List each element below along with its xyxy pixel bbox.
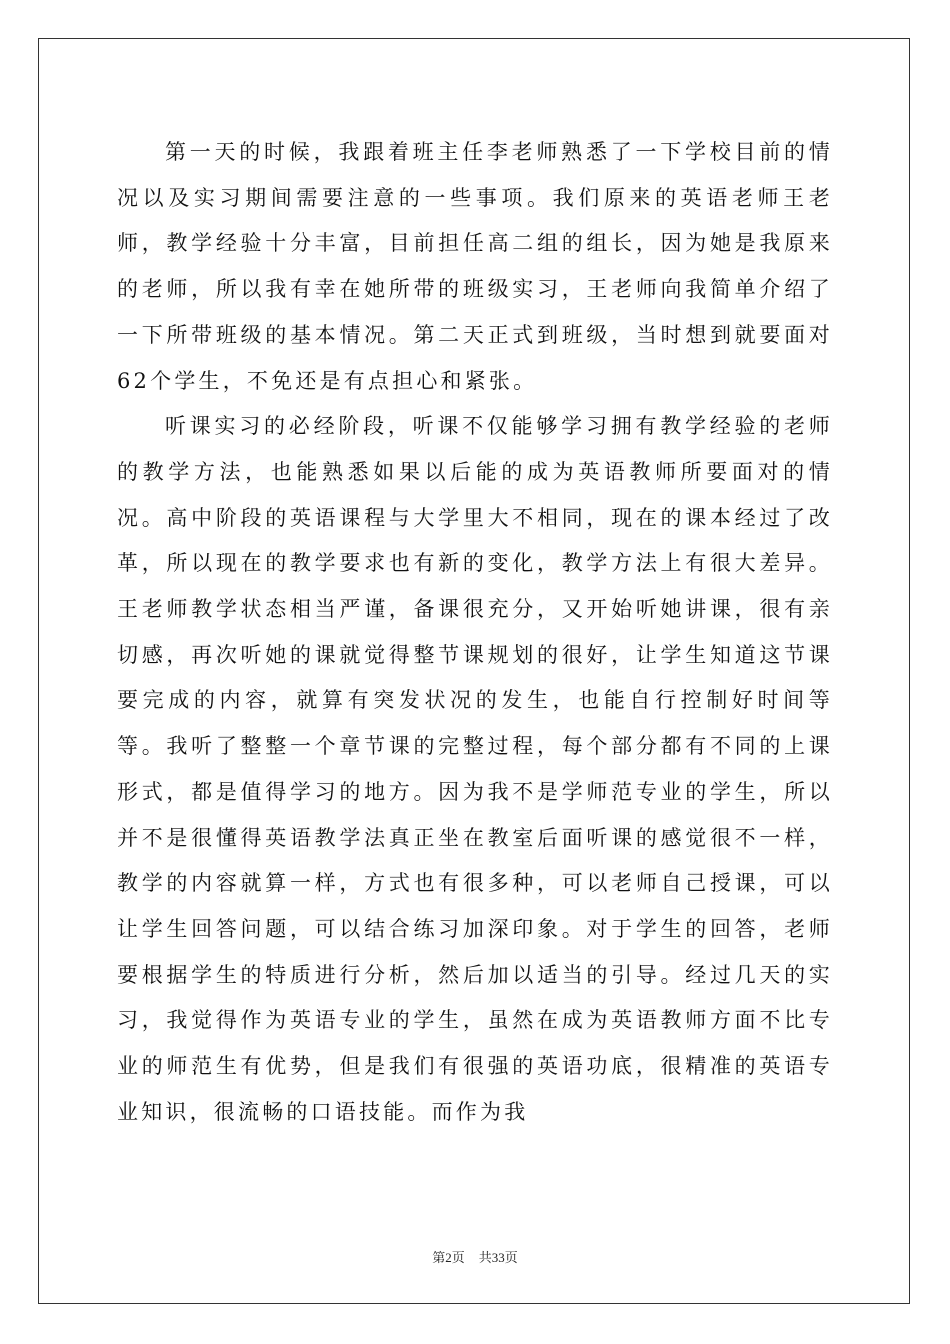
document-body — [117, 130, 833, 1135]
page-total: 共33页 — [478, 1250, 518, 1265]
paragraph-2: 听课实习的必经阶段，听课不仅能够学习拥有教学经验的老师的教学方法，也能熟悉如果以后能的成为英语教师所要面对的情况。高中阶段的英语课程与大学里大不相同，现在的课本经过了改革，所以现在的教学要求也有新的变化，教学方法上有很大差异。王老师教学状态相当严谨，备课很充分，又开始听她讲课，很有亲切感，再次听她的课就觉得整节课规划的很好，让学生知道这节课要完成的内容，就算有突发状况的发生，也能自行控制好时间等等。我听了整整一个章节课的完整过程，每个部分都有不同的上课形式，都是值得学习的地方。因为我不是学师范专业的学生，所以并不是很懂得英语教学法真正坐在教室后面听课的感觉很不一样，教学的内容就算一样，方式也有很多种，可以老师自己授课，可以让学生回答问题，可以结合练习加深印象。对于学生的回答，老师要根据学生的特质进行分析，然后加以适当的引导。经过几天的实习，我觉得作为英语专业的学生，虽然在成为英语教师方面不比专业的师范生有优势，但是我们有很强的英语功底，很精准的英语专业知识，很流畅的口语技能。而作为我 — [117, 414, 833, 1124]
paragraph-1: 第一天的时候，我跟着班主任李老师熟悉了一下学校目前的情况以及实习期间需要注意的一些事项。我们原来的英语老师王老师，教学经验十分丰富，目前担任高二组的组长，因为她是我原来的老师，所以我有幸在她所带的班级实习，王老师向我简单介绍了一下所带班级的基本情况。第二天正式到班级，当时想到就要面对 62个学生，不免还是有点担心和紧张。 — [117, 140, 833, 393]
page-number: 第2页 — [432, 1250, 465, 1265]
page-footer — [0, 1247, 950, 1266]
